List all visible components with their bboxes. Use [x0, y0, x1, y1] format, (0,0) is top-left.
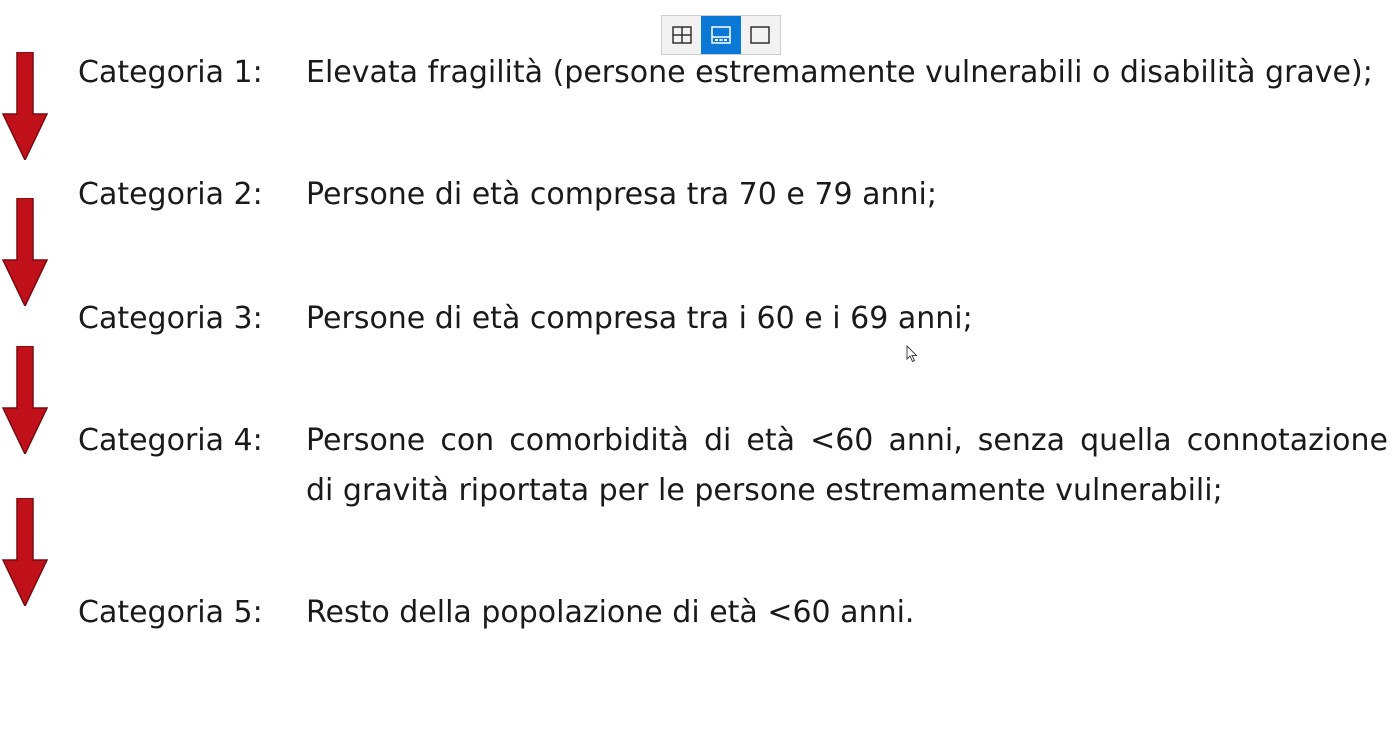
category-description: Resto della popolazione di età <60 anni. [306, 595, 915, 630]
mouse-cursor-icon [906, 345, 918, 363]
category-description: Persone di età compresa tra i 60 e i 69 anni; [306, 301, 973, 336]
single-view-icon [750, 26, 770, 44]
category-description: Elevata fragilità (persone estremamente vulnerabili o disabilità grave); [306, 55, 1373, 90]
category-description-line-2: di gravità riportata per le persone estremamente vulnerabili; [306, 473, 1223, 508]
category-label: Categoria 3: [78, 301, 263, 336]
filmstrip-view-icon [711, 26, 731, 44]
down-arrow-icon [2, 52, 48, 160]
category-description-line-1: Persone con comorbidità di età <60 anni, senza quella connotazione [306, 423, 1388, 458]
category-label: Categoria 2: [78, 177, 263, 212]
category-label: Categoria 5: [78, 595, 263, 630]
category-description [306, 416, 1388, 516]
category-label: Categoria 1: [78, 55, 263, 90]
category-description: Persone di età compresa tra 70 e 79 anni; [306, 177, 937, 212]
down-arrow-icon [2, 198, 48, 306]
down-arrow-icon [2, 346, 48, 454]
grid-view-icon [672, 26, 692, 44]
category-label: Categoria 4: [78, 423, 263, 458]
down-arrow-icon [2, 498, 48, 606]
